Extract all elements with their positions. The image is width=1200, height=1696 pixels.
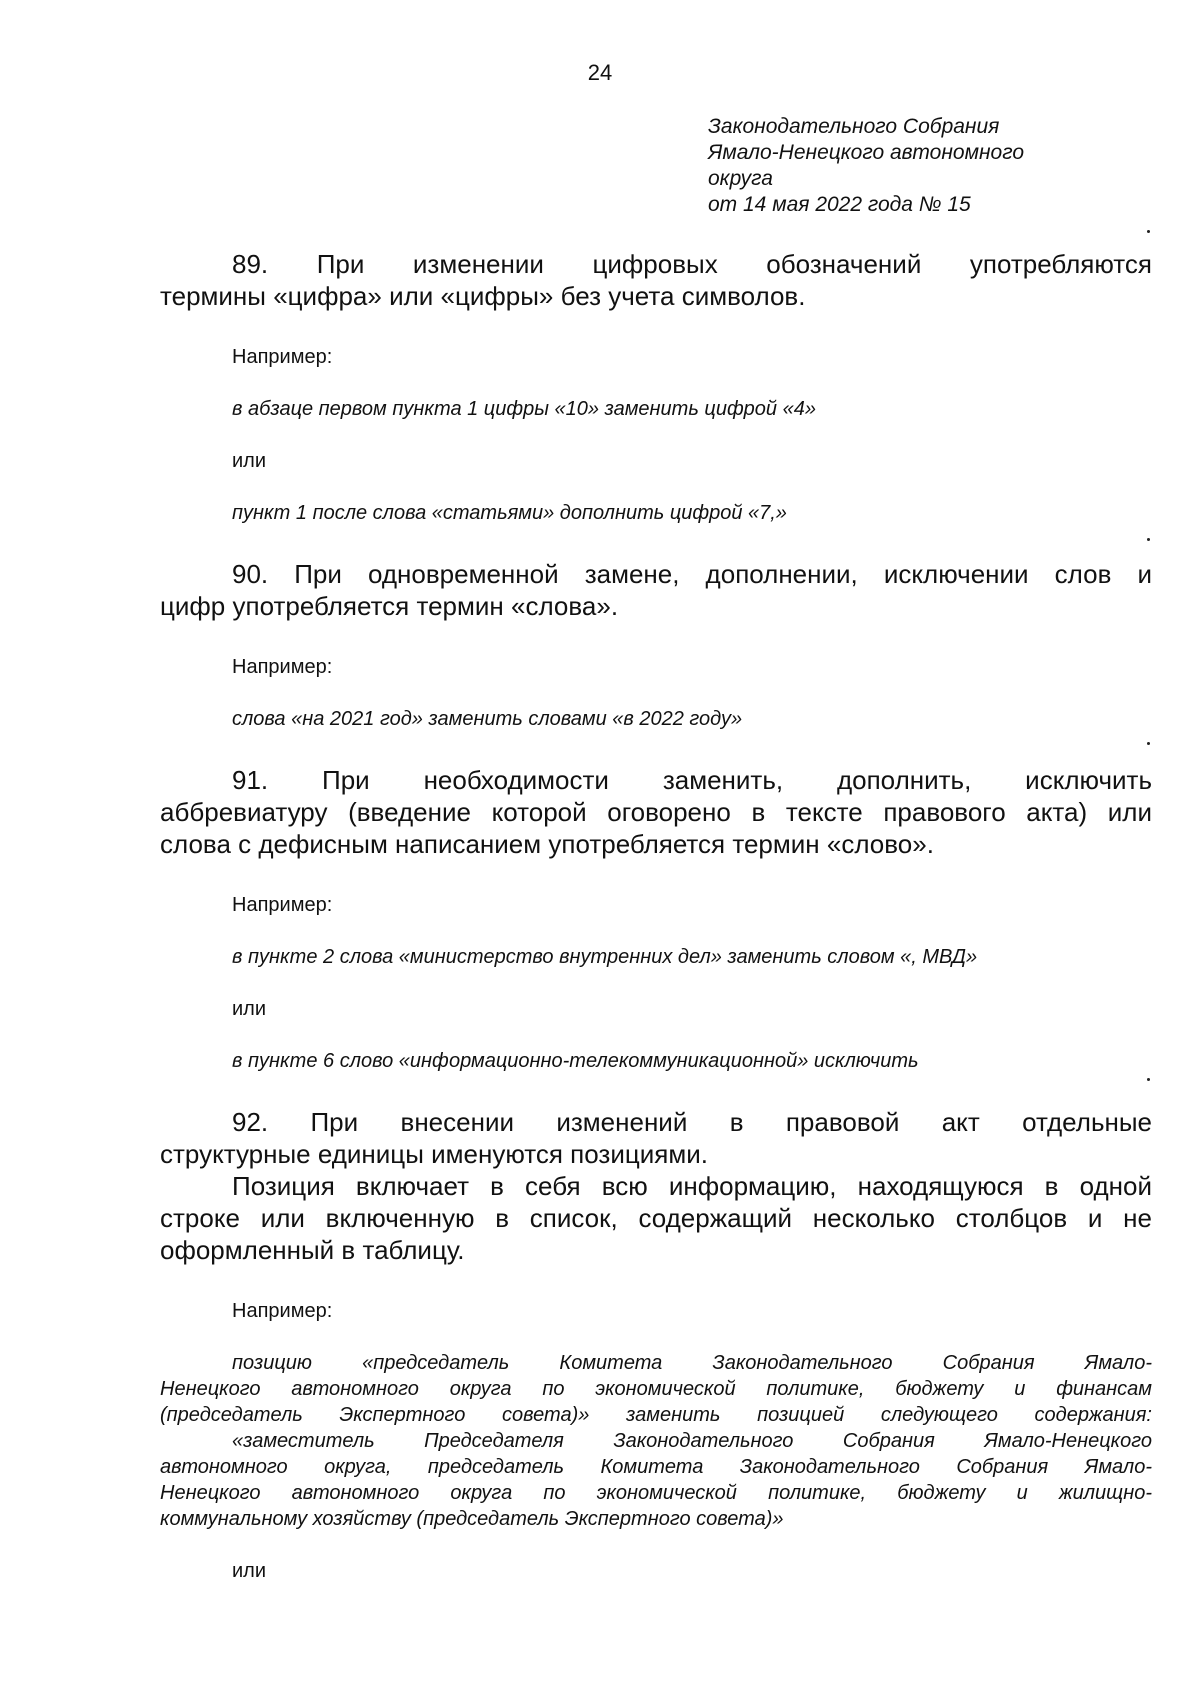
example-line: коммунальному хозяйству (председатель Экспертного совета)» (160, 1508, 784, 1530)
example-line: позицию «председатель Комитета Законодательного Собрания Ямало- (232, 1352, 1152, 1374)
or-label: или (232, 998, 267, 1020)
paragraph-line: 92. При внесении изменений в правовой акт отдельные (232, 1107, 1152, 1137)
or-label: или (232, 450, 267, 472)
example-text: в абзаце первом пункта 1 цифры «10» заменить цифрой «4» (232, 398, 816, 420)
example-text: слова «на 2021 год» заменить словами «в 2022 году» (232, 708, 743, 730)
example-block (160, 1350, 1152, 1532)
paragraph-line: термины «цифра» или «цифры» без учета символов. (160, 281, 806, 311)
paragraph-92 (160, 1106, 1152, 1266)
header-note-line: от 14 мая 2022 года № 15 (708, 193, 971, 216)
paragraph-line: оформленный в таблицу. (160, 1235, 465, 1265)
header-note-line: Законодательного Собрания (708, 115, 1000, 138)
example-text: в пункте 2 слова «министерство внутренних дел» заменить словом «, МВД» (232, 946, 978, 968)
example-text: пункт 1 после слова «статьями» дополнить цифрой «7,» (232, 502, 787, 524)
paragraph-line: аббревиатуру (введение которой оговорено в тексте правового акта) или (160, 797, 1152, 827)
example-label: Например: (232, 894, 333, 916)
paragraph-90 (160, 558, 1152, 622)
header-note-line: Ямало-Ненецкого автономного (708, 141, 1024, 164)
paragraph-line: структурные единицы именуются позициями. (160, 1139, 708, 1169)
example-label: Например: (232, 346, 333, 368)
example-line: «заместитель Председателя Законодательного Собрания Ямало-Ненецкого (232, 1430, 1152, 1452)
example-line: (председатель Экспертного совета)» заменить позицией следующего содержания: (160, 1404, 1152, 1426)
example-label: Например: (232, 656, 333, 678)
example-line: Ненецкого автономного округа по экономической политике, бюджету и жилищно- (160, 1482, 1152, 1504)
header-note (708, 114, 1024, 218)
page-number: 24 (587, 60, 613, 85)
paragraph-line: Позиция включает в себя всю информацию, находящуюся в одной (232, 1171, 1152, 1201)
header-note-line: округа (708, 167, 773, 190)
paragraph-line: 89. При изменении цифровых обозначений употребляются (232, 249, 1152, 279)
margin-mark (1147, 230, 1150, 233)
paragraph-line: строке или включенную в список, содержащий несколько столбцов и не (160, 1203, 1152, 1233)
document-body (160, 248, 1152, 1584)
paragraph-line: 91. При необходимости заменить, дополнить, исключить (232, 765, 1152, 795)
example-line: автономного округа, председатель Комитета Законодательного Собрания Ямало- (160, 1456, 1152, 1478)
paragraph-89 (160, 248, 1152, 312)
example-text: в пункте 6 слово «информационно-телекоммуникационной» исключить (232, 1050, 919, 1072)
paragraph-line: 90. При одновременной замене, дополнении, исключении слов и (232, 559, 1152, 589)
or-label: или (232, 1560, 267, 1582)
paragraph-91 (160, 764, 1152, 860)
example-line: Ненецкого автономного округа по экономической политике, бюджету и финансам (160, 1378, 1152, 1400)
paragraph-line: цифр употребляется термин «слова». (160, 591, 619, 621)
example-label: Например: (232, 1300, 333, 1322)
paragraph-line: слова с дефисным написанием употребляется термин «слово». (160, 829, 934, 859)
